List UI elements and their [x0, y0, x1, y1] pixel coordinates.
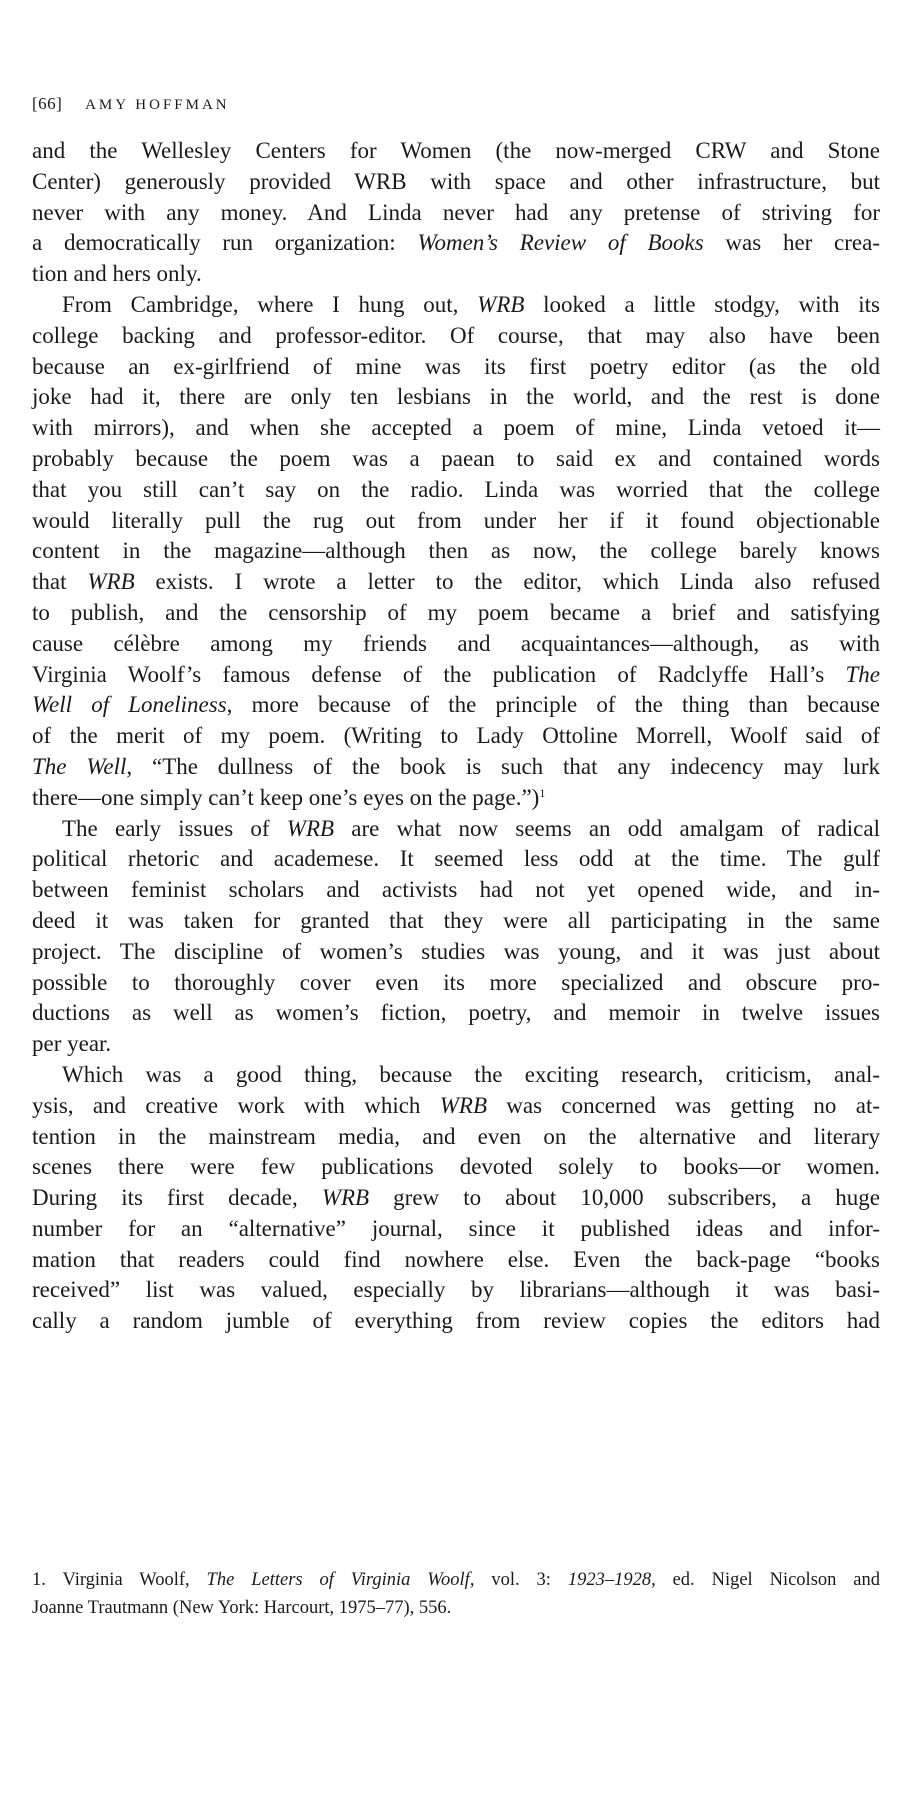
text-line	[32, 536, 880, 567]
text-segment: project. The discipline of women’s studies was young, and it was just about	[32, 938, 880, 964]
text-segment: During its first decade,	[32, 1185, 322, 1211]
italic-text: Women’s Review of Books	[417, 230, 704, 256]
text-line	[32, 875, 880, 906]
text-segment: mation that readers could find nowhere else. Even the back-page “books	[32, 1246, 880, 1272]
text-segment: ductions as well as women’s fiction, poetry, and memoir in twelve issues	[32, 1000, 880, 1026]
text-line	[32, 1214, 880, 1245]
text-line	[32, 290, 880, 321]
text-segment: was her crea-	[703, 230, 880, 256]
text-line	[32, 1152, 880, 1183]
text-line	[32, 844, 880, 875]
text-segment: grew to about 10,000 subscribers, a huge	[369, 1185, 880, 1211]
text-segment: cause célèbre among my friends and acquaintances—although, as with	[32, 630, 880, 656]
text-line	[32, 1245, 880, 1276]
italic-text: 1923–1928	[567, 1570, 652, 1590]
text-line	[32, 167, 880, 198]
italic-text: WRB	[477, 291, 525, 317]
text-segment: number for an “alternative” journal, since it published ideas and infor-	[32, 1215, 880, 1241]
body-text	[32, 136, 880, 1337]
italic-text: The	[845, 661, 880, 687]
text-line	[32, 136, 880, 167]
text-segment: received” list was valued, especially by librarians—although it was basi-	[32, 1277, 880, 1303]
running-head	[32, 94, 230, 114]
text-line	[32, 998, 880, 1029]
text-segment: because an ex-girlfriend of mine was its first poetry editor (as the old	[32, 353, 880, 379]
text-segment: Joanne Trautmann (New York: Harcourt, 1975–77), 556.	[32, 1598, 452, 1618]
footnotes	[32, 1566, 880, 1622]
text-line	[32, 721, 880, 752]
footnote-line	[32, 1594, 880, 1622]
text-line	[32, 352, 880, 383]
text-segment: would literally pull the rug out from under her if it found objectionable	[32, 507, 880, 533]
italic-text: WRB	[286, 815, 335, 841]
text-segment: with mirrors), and when she accepted a poem of mine, Linda vetoed it—	[32, 415, 880, 441]
text-segment: college backing and professor-editor. Of course, that may also have been	[32, 322, 880, 348]
text-segment: probably because the poem was a paean to said ex and contained words	[32, 445, 880, 471]
text-line	[32, 1275, 880, 1306]
text-segment: are what now seems an odd amalgam of radical	[334, 815, 880, 841]
text-segment: a democratically run organization:	[32, 230, 418, 256]
text-segment: exists. I wrote a letter to the editor, which Linda also refused	[134, 569, 880, 595]
text-segment: scenes there were few publications devoted solely to books—or women.	[32, 1154, 880, 1180]
italic-text: Well of Loneliness	[32, 692, 227, 718]
text-line	[32, 1060, 880, 1091]
text-line	[32, 321, 880, 352]
text-line	[32, 228, 880, 259]
text-segment: looked a little stodgy, with its	[524, 291, 880, 317]
text-line	[32, 660, 880, 691]
text-segment: , more because of the principle of the thing than because	[226, 692, 881, 718]
italic-text: The Letters of Virginia Woolf	[206, 1570, 470, 1590]
text-segment: and the Wellesley Centers for Women (the now-merged CRW and Stone	[32, 138, 880, 163]
text-segment: cally a random jumble of everything from review copies the editors had	[32, 1308, 880, 1334]
text-line	[32, 690, 880, 721]
text-segment: deed it was taken for granted that they were all participating in the same	[32, 907, 880, 933]
text-segment: From Cambridge, where I hung out,	[62, 291, 478, 317]
text-segment: between feminist scholars and activists had not yet opened wide, and in-	[32, 877, 880, 903]
text-segment: ysis, and creative work with which	[32, 1092, 440, 1118]
text-line	[32, 198, 880, 229]
italic-text: WRB	[87, 569, 135, 595]
text-line	[32, 413, 880, 444]
text-line	[32, 1122, 880, 1153]
text-line	[32, 1306, 880, 1337]
text-segment: content in the magazine—although then as now, the college barely knows	[32, 538, 880, 564]
text-segment: Which was a good thing, because the exciting research, criticism, anal-	[62, 1061, 880, 1087]
text-line	[32, 259, 880, 290]
running-head-author: AMY HOFFMAN	[85, 97, 230, 113]
text-segment: possible to thoroughly cover even its more specialized and obscure pro-	[32, 969, 880, 995]
text-segment: tention in the mainstream media, and even on the alternative and literary	[32, 1123, 880, 1149]
text-line	[32, 629, 880, 660]
text-segment: that	[32, 569, 88, 595]
text-segment: to publish, and the censorship of my poem became a brief and satisfying	[32, 599, 880, 625]
text-line	[32, 1091, 880, 1122]
text-line	[32, 814, 880, 845]
text-line	[32, 968, 880, 999]
text-segment: there—one simply can’t keep one’s eyes on the page.”)	[32, 784, 540, 810]
text-segment: , ed. Nigel Nicolson and	[651, 1570, 881, 1590]
text-line	[32, 937, 880, 968]
italic-text: The Well	[32, 753, 127, 779]
text-segment: tion and hers only.	[32, 261, 202, 287]
text-segment: , “The dullness of the book is such that any indecency may lurk	[126, 753, 880, 779]
footnote-ref: 1	[539, 785, 546, 800]
text-segment: , vol. 3:	[469, 1570, 568, 1590]
text-segment: joke had it, there are only ten lesbians in the world, and the rest is done	[32, 384, 880, 410]
text-segment: was concerned was getting no at-	[487, 1092, 880, 1118]
text-line	[32, 382, 880, 413]
text-segment: 1. Virginia Woolf,	[32, 1570, 207, 1590]
page-number: [66]	[32, 94, 63, 113]
italic-text: WRB	[439, 1092, 487, 1118]
text-line	[32, 752, 880, 783]
text-line	[32, 475, 880, 506]
text-line	[32, 906, 880, 937]
text-segment: never with any money. And Linda never had any pretense of striving for	[32, 199, 880, 225]
text-line	[32, 783, 880, 814]
text-line	[32, 1029, 880, 1060]
text-line	[32, 598, 880, 629]
text-segment: Virginia Woolf’s famous defense of the publication of Radclyffe Hall’s	[32, 661, 846, 687]
text-segment: of the merit of my poem. (Writing to Lady Ottoline Morrell, Woolf said of	[32, 723, 880, 749]
footnote-line	[32, 1566, 880, 1594]
text-segment: that you still can’t say on the radio. Linda was worried that the college	[32, 476, 880, 502]
text-segment: Center) generously provided WRB with space and other infrastructure, but	[32, 168, 880, 194]
text-line	[32, 444, 880, 475]
text-line	[32, 506, 880, 537]
text-segment: The early issues of	[62, 815, 287, 841]
text-segment: political rhetoric and academese. It seemed less odd at the time. The gulf	[32, 846, 880, 872]
text-segment: per year.	[32, 1031, 112, 1057]
text-line	[32, 1183, 880, 1214]
text-line	[32, 567, 880, 598]
italic-text: WRB	[321, 1185, 370, 1211]
